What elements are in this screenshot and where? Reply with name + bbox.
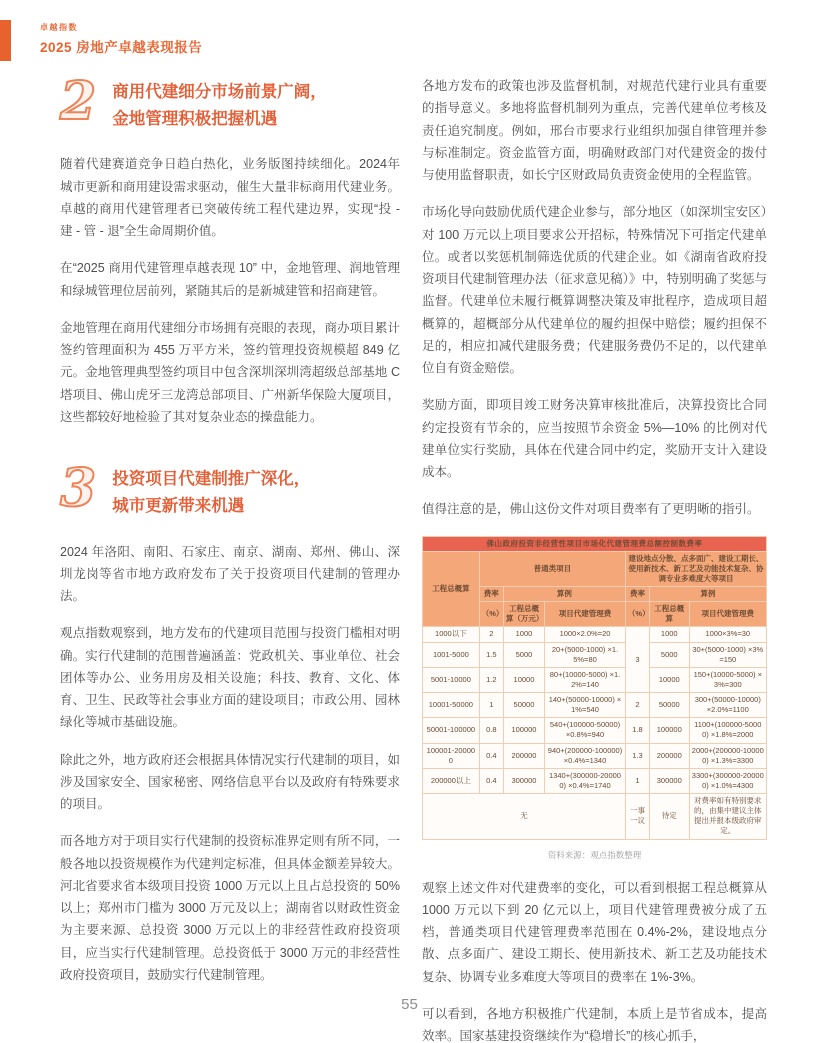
table-cell: 20+(5000-1000) ×1.5%=80 xyxy=(545,642,626,667)
table-cell: 50001-100000 xyxy=(423,718,480,743)
table-row xyxy=(423,693,767,718)
section-2-title-line2: 金地管理积极把握机遇 xyxy=(112,110,278,129)
table-cell: 1000 xyxy=(503,627,544,642)
col-header-fee: 项目代建管理费 xyxy=(689,602,766,627)
report-title: 2025 房地产卓越表现报告 xyxy=(40,40,203,55)
table-cell: 300+(50000-10000) ×2.0%=1100 xyxy=(689,693,766,718)
table-cell: 50000 xyxy=(650,693,690,718)
table-cell: 1.5 xyxy=(479,642,503,667)
table-cell: 2 xyxy=(479,627,503,642)
table-cell: 140+(50000-10000) ×1%=540 xyxy=(545,693,626,718)
section-3-title-line2: 城市更新带来机遇 xyxy=(112,497,245,516)
col-header-rate-unit: （%） xyxy=(625,602,649,627)
table-cell-tbd: 待定 xyxy=(650,794,690,840)
table-cell: 1000 xyxy=(650,627,690,642)
table-cell: 0.4 xyxy=(479,743,503,768)
header-accent-bar xyxy=(0,20,11,61)
section-3-title-line1: 投资项目代建制推广深化， xyxy=(112,470,311,489)
col-group-special: 建设地点分散、点多面广、建设工期长、使用新技术、新工艺及功能技术复杂、协调专业多难度大等项目 xyxy=(625,551,766,586)
col-header-fee: 项目代建管理费 xyxy=(545,602,626,627)
page-number: 55 xyxy=(401,996,418,1013)
table-cell: 1000以下 xyxy=(423,627,480,642)
table-cell-note: 对费率如有特别要求的，由集中建议主体提出并报本级政府审定。 xyxy=(689,794,766,840)
table-cell: 1340+(300000-200000) ×0.4%=1740 xyxy=(545,768,626,793)
table-cell: 1 xyxy=(479,693,503,718)
table-cell: 50000 xyxy=(503,693,544,718)
table-cell: 100001-200000 xyxy=(423,743,480,768)
table-cell: 30+(5000-1000) ×3%=150 xyxy=(689,642,766,667)
table-cell: 100000 xyxy=(650,718,690,743)
right-column xyxy=(422,75,767,1043)
table-cell: 1.8 xyxy=(625,718,649,743)
section-2-title-line1: 商用代建细分市场前景广阔， xyxy=(112,83,327,101)
table-cell: 80+(10000-5000) ×1.2%=140 xyxy=(545,667,626,692)
paragraph: 而各地方对于项目实行代建制的投资标准界定则有所不同，一般各地以投资规模作为代建判定标准，但具体金额差异较大。河北省要求省本级项目投资 1000 万元以上且占总投资的 50% 以上；郑州市门槛为 3000 万元及以上；湖南省以财政性资金为主要来源、总投资 3000 万元以上的非经营性政府投资项目，应当实行代建制管理。总投资低于 3000 万元的非经营性政府投资项目，鼓励实行代建制管理。 xyxy=(60,834,400,982)
table-cell: 1.2 xyxy=(479,667,503,692)
table-cell: 5000 xyxy=(503,642,544,667)
table-cell: 940+(200000-100000) ×0.4%=1340 xyxy=(545,743,626,768)
table-row xyxy=(423,642,767,667)
table-row-special xyxy=(423,794,767,840)
paragraph: 观察上述文件对代建费率的变化，可以看到根据工程总概算从 1000 万元以下到 20 亿元以上，项目代建管理费被分成了五档，普通类项目代建管理费率范围在 0.4%-2%，建设地点分散、点多面广、建设工期长、使用新技术、新工艺及功能技术复杂、协调专业多难度大等项目的费率在 1%-3%。 xyxy=(422,880,767,984)
paragraph: 在“2025 商用代建管理卓越表现 10” 中，金地管理、润地管理和绿城管理位居前列，紧随其后的是新城建管和招商建管。 xyxy=(60,261,400,298)
table-cell: 2 xyxy=(625,693,649,718)
section-3-number: 3 xyxy=(60,458,97,520)
paragraph: 市场化导向鼓励优质代建企业参与，部分地区（如深圳宝安区）对 100 万元以上项目要求公开招标，特殊情况下可指定代建单位。或者以奖惩机制筛选优质的代建企业。如《湖南省政府投资项目代建制管理办法（征求意见稿）》中，特别明确了奖惩与监督。代建单位未履行概算调整决策及审批程序，造成项目超概算的，超概部分从代建单位的履约担保中赔偿；履约担保不足的，相应扣减代建服务费；代建服务费仍不足的，以代建单位自有资金赔偿。 xyxy=(422,205,767,375)
table-cell: 200000以上 xyxy=(423,768,480,793)
table-cell: 5000 xyxy=(650,642,690,667)
table-cell: 1001-5000 xyxy=(423,642,480,667)
table-cell: 0.4 xyxy=(479,768,503,793)
table-row xyxy=(423,768,767,793)
header-tagline: 卓越指数 xyxy=(40,23,78,32)
table-cell: 300000 xyxy=(503,768,544,793)
table-cell: 10000 xyxy=(650,667,690,692)
table-cell: 5001-10000 xyxy=(423,667,480,692)
paragraph: 随着代建赛道竞争日趋白热化，业务版图持续细化。2024年城市更新和商用建设需求驱动，催生大量非标商用代建业务。卓越的商用代建管理者已突破传统工程代建边界，实现“投 - 建 - 管 - 退”全生命周期价值。 xyxy=(60,157,400,239)
paragraph: 金地管理在商用代建细分市场拥有亮眼的表现，商办项目累计签约管理面积为 455 万平方米，签约管理投资规模超 849 亿元。金地管理典型签约项目中包含深圳深圳湾超级总部基地 C 塔项目、佛山虎牙三龙湾总部项目、广州新华保险大厦项目，这些都较好地检验了其对复杂业态的操盘能力。 xyxy=(60,320,400,424)
col-header-total-budget: 工程总概算 xyxy=(423,551,480,627)
col-header-example: 算例 xyxy=(503,587,625,602)
table-source-caption: 资料来源：观点指数整理 xyxy=(547,849,642,860)
table-cell: 300000 xyxy=(650,768,690,793)
table-cell: 0.8 xyxy=(479,718,503,743)
table-cell: 200000 xyxy=(503,743,544,768)
table-cell: 3 xyxy=(625,627,649,693)
foshan-fee-rate-table xyxy=(422,536,767,840)
paragraph: 可以看到，各地方积极推广代建制，本质上是节省成本，提高效率。国家基建投资继续作为“稳增长”的核心抓手， xyxy=(422,1006,767,1043)
table-cell: 10001-50000 xyxy=(423,693,480,718)
col-header-example: 算例 xyxy=(650,587,767,602)
section-2-heading xyxy=(60,71,400,133)
table-title: 佛山政府投资非经营性项目市场化代建管理费总额控制数费率 xyxy=(423,536,767,551)
table-cell: 1100+(100000-50000) ×1.8%=2000 xyxy=(689,718,766,743)
col-header-rate: 费率 xyxy=(479,587,503,602)
table-cell: 540+(100000-50000) ×0.8%=940 xyxy=(545,718,626,743)
table-cell: 1 xyxy=(625,768,649,793)
table-cell: 100000 xyxy=(503,718,544,743)
section-3-heading xyxy=(60,458,400,520)
table-row xyxy=(423,627,767,642)
table-cell: 10000 xyxy=(503,667,544,692)
report-header xyxy=(40,22,202,56)
content-columns xyxy=(60,71,767,1043)
paragraph: 观点指数观察到，地方发布的代建项目范围与投资门槛相对明确。实行代建制的范围普遍涵盖：党政机关、事业单位、社会团体等办公、业务用房及相关设施；科技、教育、文化、体育、卫生、民政等社会事业方面的建设项目；市政公用、园林绿化等城市基础设施。 xyxy=(60,626,400,730)
paragraph: 除此之外，地方政府还会根据具体情况实行代建制的项目，如涉及国家安全、国家秘密、网络信息平台以及政府有特殊要求的项目。 xyxy=(60,752,400,812)
section-2-title xyxy=(112,75,327,133)
paragraph: 各地方发布的政策也涉及监督机制，对规范代建行业具有重要的指导意义。多地将监督机制列为重点，完善代建单位考核及责任追究制度。例如，邢台市要求行业组织加强自律管理并参与标准制定。资金监管方面，明确财政部门对代建资金的拨付与使用监督职责，如长宁区财政局负责资金使用的全程监管。 xyxy=(422,79,767,182)
section-3-title xyxy=(112,462,310,520)
table-cell-none: 无 xyxy=(423,794,626,840)
col-header-rate: 费率 xyxy=(625,587,649,602)
table-cell: 150+(10000-5000) ×3%=300 xyxy=(689,667,766,692)
table-cell: 1000×2.0%=20 xyxy=(545,627,626,642)
table-row xyxy=(423,743,767,768)
table-row xyxy=(423,667,767,692)
col-header-budget: 工程总概算 xyxy=(650,602,690,627)
col-group-normal: 普通类项目 xyxy=(479,551,625,586)
paragraph: 奖励方面，即项目竣工财务决算审核批准后，决算投资比合同约定投资有节余的，应当按照节余资金 5%—10% 的比例对代建单位实行奖励，具体在代建合同中约定，奖励开支计入建设成本。 xyxy=(422,398,767,479)
col-header-budget-wan: 工程总概算（万元） xyxy=(503,602,544,627)
left-column xyxy=(60,71,400,1043)
table-cell-case-by-case: 一事一议 xyxy=(625,794,649,840)
table-cell: 1000×3%=30 xyxy=(689,627,766,642)
table-cell: 1.3 xyxy=(625,743,649,768)
table-cell: 2000+(200000-100000) ×1.3%=3300 xyxy=(689,743,766,768)
section-2-number: 2 xyxy=(60,71,97,132)
table-cell: 200000 xyxy=(650,743,690,768)
table-cell: 3300+(300000-200000) ×1.0%=4300 xyxy=(689,768,766,793)
col-header-rate-unit: （%） xyxy=(479,602,503,627)
paragraph: 值得注意的是，佛山这份文件对项目费率有了更明晰的指引。 xyxy=(422,502,760,517)
table-row xyxy=(423,718,767,743)
paragraph: 2024 年洛阳、南阳、石家庄、南京、湖南、郑州、佛山、深圳龙岗等省市地方政府发布了关于投资项目代建制的管理办法。 xyxy=(60,544,400,604)
